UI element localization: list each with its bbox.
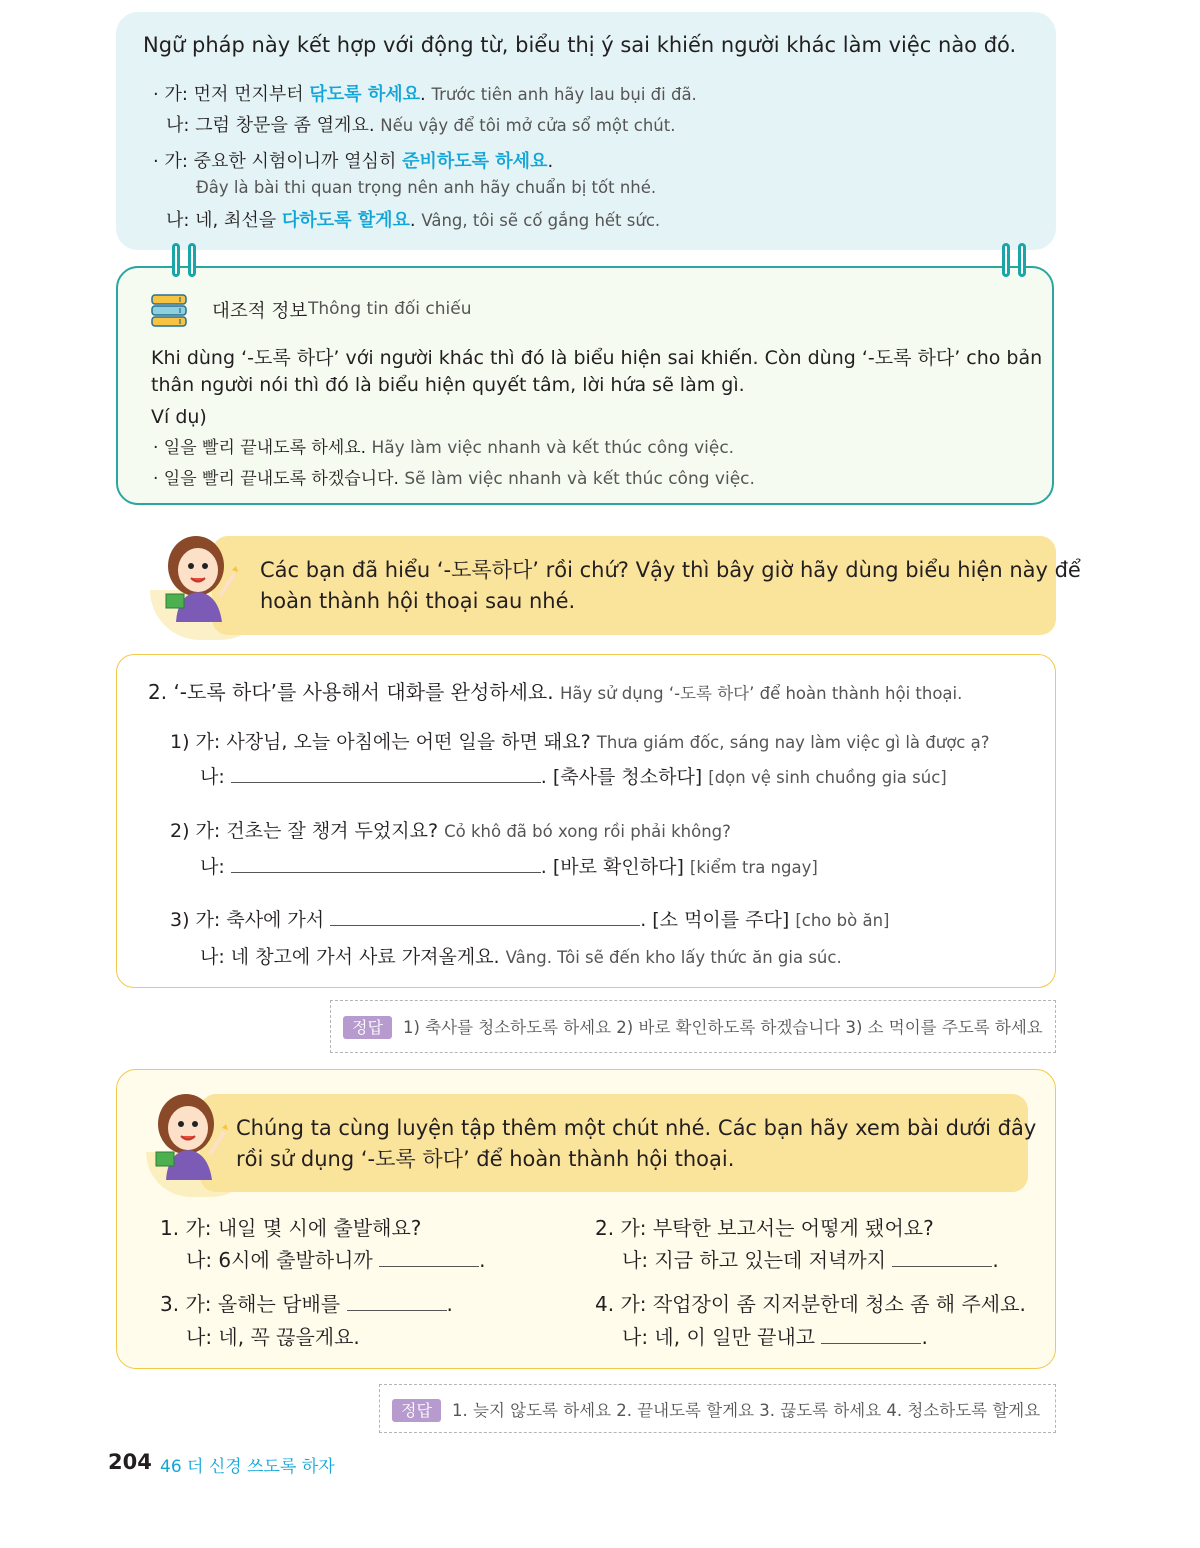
teacher-avatar-icon	[158, 532, 240, 622]
practice-punct: .	[479, 1248, 486, 1272]
answer-blank[interactable]	[821, 1323, 921, 1344]
example-korean: · 가: 중요한 시험이니까 열심히	[153, 151, 403, 172]
binder-ring-icon	[172, 243, 180, 277]
answer-blank[interactable]	[892, 1246, 992, 1267]
grammar-example-2a-translation	[196, 177, 656, 198]
title-korean: 2. ‘-도록 하다’를 사용해서 대화를 완성하세요.	[148, 680, 560, 704]
answer-blank[interactable]	[347, 1290, 447, 1311]
binder-ring-icon	[1018, 243, 1026, 277]
binder-ring-icon	[1002, 243, 1010, 277]
page-number: 204	[108, 1450, 152, 1474]
answer-tag: 정답	[392, 1399, 441, 1422]
answer-text: 1. 늦지 않도록 하세요 2. 끝내도록 할게요 3. 끊도록 하세요 4. 청소하도록 할게요	[452, 1401, 1041, 1420]
bubble-line: rồi sử dụng ‘-도록 하다’ để hoàn thành hội thoại.	[236, 1147, 735, 1171]
answer-translation: Vâng. Tôi sẽ đến kho lấy thức ăn gia súc.	[505, 948, 842, 967]
answer-blank[interactable]	[231, 762, 541, 783]
practice-3-b: 나: 네, 꼭 끊을게요.	[186, 1325, 360, 1349]
answer-key-line	[392, 1397, 1040, 1421]
example-punct: .	[547, 151, 554, 172]
example-translation: Vâng, tôi sẽ cố gắng hết sức.	[421, 211, 661, 230]
title-vietnamese: Hãy sử dụng ‘-도록 하다’ để hoàn thành hội thoại.	[559, 684, 963, 703]
answer-key-line	[343, 1014, 1043, 1038]
answer-text: 1) 축사를 청소하도록 하세요 2) 바로 확인하도록 하겠습니다 3) 소 먹이를 주도록 하세요	[403, 1018, 1043, 1037]
speaker-label: 나:	[200, 856, 231, 878]
example-punct: .	[409, 210, 422, 231]
example-translation: Trước tiên anh hãy lau bụi đi đã.	[431, 85, 697, 104]
exercise-2-q1-b	[200, 762, 947, 789]
example-translation: Đây là bài thi quan trọng nên anh hãy chuẩn bị tốt nhé.	[196, 178, 657, 197]
exercise-2-title	[148, 676, 962, 705]
books-icon	[150, 294, 190, 328]
practice-punct: .	[992, 1248, 999, 1272]
example-translation: Hãy làm việc nhanh và kết thúc công việc.	[371, 438, 735, 458]
example-punct: .	[420, 84, 432, 105]
bubble-line: hoàn thành hội thoại sau nhé.	[260, 589, 576, 613]
bubble-text	[236, 1113, 1036, 1175]
question-korean: 3) 가: 축사에 가서	[170, 909, 331, 931]
example-highlight: 준비하도록 하세요	[402, 151, 548, 172]
hint-korean: . [소 먹이를 주다]	[640, 909, 796, 931]
hint-translation: [dọn vệ sinh chuồng gia súc]	[708, 768, 947, 787]
question-korean: 2) 가: 건초는 잘 챙겨 두었지요?	[170, 820, 445, 842]
example-highlight: 닦도록 하세요	[309, 84, 420, 105]
practice-korean: 나: 6시에 출발하니까	[186, 1248, 380, 1272]
answer-blank[interactable]	[379, 1246, 479, 1267]
practice-korean: 3. 가: 올해는 담배를	[160, 1292, 347, 1316]
example-translation: Nếu vậy để tôi mở cửa sổ một chút.	[380, 116, 676, 135]
example-korean: · 일을 빨리 끝내도록 하세요.	[153, 438, 372, 458]
question-translation: Cỏ khô đã bó xong rồi phải không?	[444, 822, 731, 841]
practice-punct: .	[446, 1292, 453, 1316]
speaker-label: 나:	[200, 766, 231, 788]
teacher-avatar-icon	[148, 1090, 230, 1180]
example-translation: Sẽ làm việc nhanh và kết thúc công việc.	[404, 469, 755, 489]
exercise-2-q3-a	[170, 905, 889, 932]
practice-1-b	[186, 1244, 485, 1273]
practice-2-a: 2. 가: 부탁한 보고서는 어떻게 됐어요?	[595, 1216, 934, 1240]
example-korean: · 가: 먼저 먼지부터	[153, 84, 310, 105]
comparison-example-2	[153, 464, 755, 489]
comparison-title-vietnamese: Thông tin đối chiếu	[308, 299, 472, 319]
bubble-text	[260, 555, 1081, 617]
hint-translation: [kiểm tra ngay]	[689, 858, 818, 877]
chapter-title: 46 더 신경 쓰도록 하자	[160, 1457, 335, 1477]
grammar-example-2a	[153, 147, 553, 173]
exercise-2-q3-b	[200, 942, 842, 969]
exercise-2-q1-a	[170, 727, 989, 754]
grammar-example-2b	[166, 206, 660, 232]
hint-translation: [cho bò ăn]	[795, 911, 890, 930]
bubble-line: Chúng ta cùng luyện tập thêm một chút nhé. Các bạn hãy xem bài dưới đây	[236, 1116, 1037, 1140]
example-korean: · 일을 빨리 끝내도록 하겠습니다.	[153, 469, 405, 489]
example-highlight: 다하도록 할게요	[281, 210, 410, 231]
question-translation: Thưa giám đốc, sáng nay làm việc gì là được ạ?	[596, 733, 990, 752]
exercise-2-q2-b	[200, 852, 818, 879]
practice-4-a: 4. 가: 작업장이 좀 지저분한데 청소 좀 해 주세요.	[595, 1292, 1026, 1316]
practice-2-b	[622, 1244, 999, 1273]
practice-1-a: 1. 가: 내일 몇 시에 출발해요?	[160, 1216, 422, 1240]
practice-korean: 나: 네, 이 일만 끝내고	[622, 1325, 822, 1349]
practice-korean: 나: 지금 하고 있는데 저녁까지	[622, 1248, 893, 1272]
practice-punct: .	[921, 1325, 928, 1349]
comparison-example-1	[153, 433, 734, 458]
answer-blank[interactable]	[330, 905, 640, 926]
exercise-2-q2-a	[170, 816, 731, 843]
example-korean: 나: 네, 최선을	[166, 210, 282, 231]
comparison-text-line: Khi dùng ‘-도록 하다’ với người khác thì đó là biểu hiện sai khiến. Còn dùng ‘-도록 하다’ cho bản	[151, 347, 1043, 369]
binder-ring-icon	[188, 243, 196, 277]
practice-3-a	[160, 1288, 453, 1317]
grammar-example-1a	[153, 80, 697, 106]
comparison-title-korean: 대조적 정보	[212, 301, 308, 322]
comparison-text-line: Ví dụ)	[151, 406, 207, 428]
question-korean: 1) 가: 사장님, 오늘 아침에는 어떤 일을 하면 돼요?	[170, 731, 597, 753]
answer-blank[interactable]	[231, 852, 541, 873]
bubble-line: Các bạn đã hiểu ‘-도록하다’ rồi chứ? Vậy thì bây giờ hãy dùng biểu hiện này để	[260, 558, 1081, 582]
practice-4-b	[622, 1321, 928, 1350]
example-korean: 나: 그럼 창문을 좀 열게요.	[166, 115, 381, 136]
grammar-example-1b	[166, 111, 675, 137]
hint-korean: . [바로 확인하다]	[540, 856, 690, 878]
comparison-text-line: thân người nói thì đó là biểu hiện quyết tâm, lời hứa sẽ làm gì.	[151, 374, 745, 396]
answer-tag: 정답	[343, 1016, 392, 1039]
hint-korean: . [축사를 청소하다]	[540, 766, 709, 788]
grammar-intro-text: Ngữ pháp này kết hợp với động từ, biểu thị ý sai khiến người khác làm việc nào đó.	[143, 33, 1017, 57]
answer-korean: 나: 네 창고에 가서 사료 가져올게요.	[200, 946, 506, 968]
